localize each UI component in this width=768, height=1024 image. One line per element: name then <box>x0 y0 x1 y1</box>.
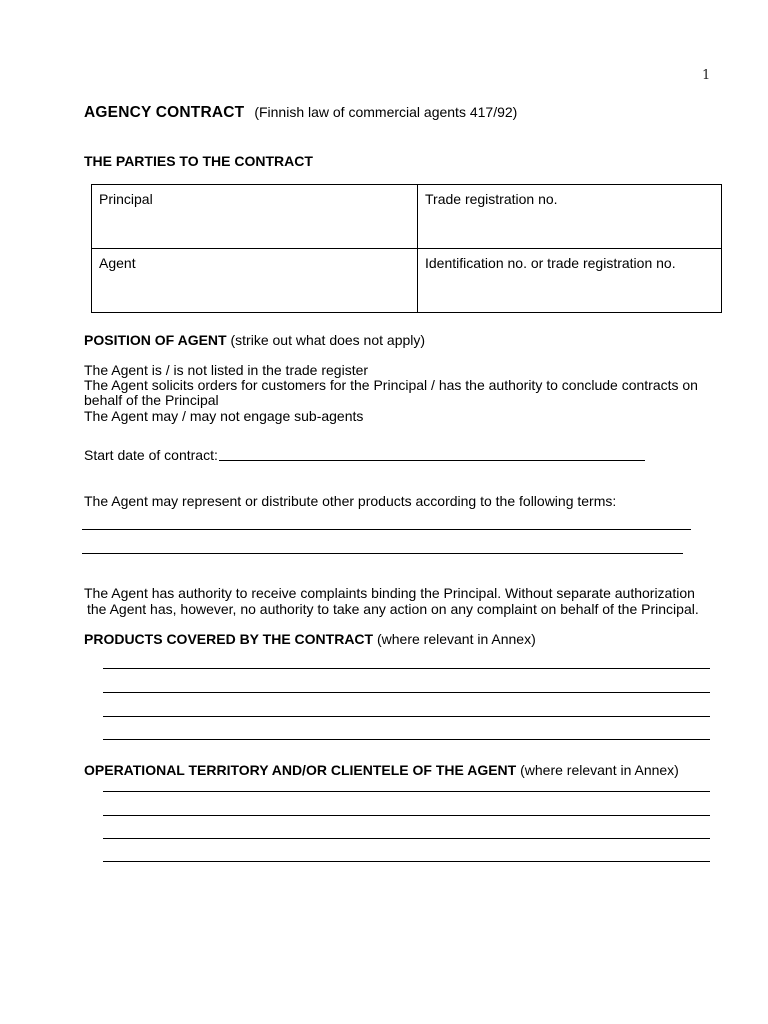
principal-cell[interactable] <box>92 185 418 249</box>
represent-terms-field-2[interactable] <box>82 553 683 554</box>
products-field-3[interactable] <box>103 716 710 717</box>
position-line-1: The Agent is / is not listed in the trade register <box>84 362 369 378</box>
territory-field-1[interactable] <box>103 791 710 792</box>
products-field-1[interactable] <box>103 668 710 669</box>
represent-terms-text: The Agent may represent or distribute other products according to the following terms: <box>84 493 617 509</box>
products-note: (where relevant in Annex) <box>376 631 536 647</box>
title-text: AGENCY CONTRACT <box>84 104 245 121</box>
position-line-3: behalf of the Principal <box>84 392 219 408</box>
title-subtitle: (Finnish law of commercial agents 417/92) <box>254 104 518 120</box>
territory-field-4[interactable] <box>103 861 710 862</box>
principal-label: Principal <box>99 191 153 207</box>
territory-note: (where relevant in Annex) <box>520 762 679 778</box>
products-heading-line <box>84 631 536 647</box>
represent-terms-field-1[interactable] <box>82 529 691 530</box>
agent-label: Agent <box>99 255 136 271</box>
complaints-line-2: the Agent has, however, no authority to take any action on any complaint on behalf of the Principal. <box>87 601 699 617</box>
position-heading-line <box>84 332 425 348</box>
position-note: (strike out what does not apply) <box>230 332 426 348</box>
page-number: 1 <box>702 68 711 83</box>
trade-registration-label: Trade registration no. <box>425 191 558 207</box>
territory-heading: OPERATIONAL TERRITORY AND/OR CLIENTELE OF THE AGENT <box>84 762 517 778</box>
parties-table <box>91 184 722 313</box>
position-heading: POSITION OF AGENT <box>84 332 227 348</box>
table-row <box>92 249 722 313</box>
trade-registration-cell[interactable] <box>418 185 722 249</box>
start-date-label: Start date of contract: <box>84 447 218 463</box>
document-title <box>84 104 517 122</box>
start-date-field[interactable] <box>219 460 645 461</box>
territory-heading-line <box>84 762 679 778</box>
identification-cell[interactable] <box>418 249 722 313</box>
parties-heading: THE PARTIES TO THE CONTRACT <box>84 153 313 169</box>
products-field-4[interactable] <box>103 739 710 740</box>
identification-label: Identification no. or trade registration no. <box>425 255 676 271</box>
territory-field-3[interactable] <box>103 838 710 839</box>
complaints-line-1: The Agent has authority to receive complaints binding the Principal. Without separate authorization <box>84 585 695 601</box>
position-line-2: The Agent solicits orders for customers for the Principal / has the authority to conclude contracts on <box>84 377 698 393</box>
products-heading: PRODUCTS COVERED BY THE CONTRACT <box>84 631 374 647</box>
table-row <box>92 185 722 249</box>
territory-field-2[interactable] <box>103 815 710 816</box>
agent-cell[interactable] <box>92 249 418 313</box>
position-line-4: The Agent may / may not engage sub-agents <box>84 408 364 424</box>
products-field-2[interactable] <box>103 692 710 693</box>
